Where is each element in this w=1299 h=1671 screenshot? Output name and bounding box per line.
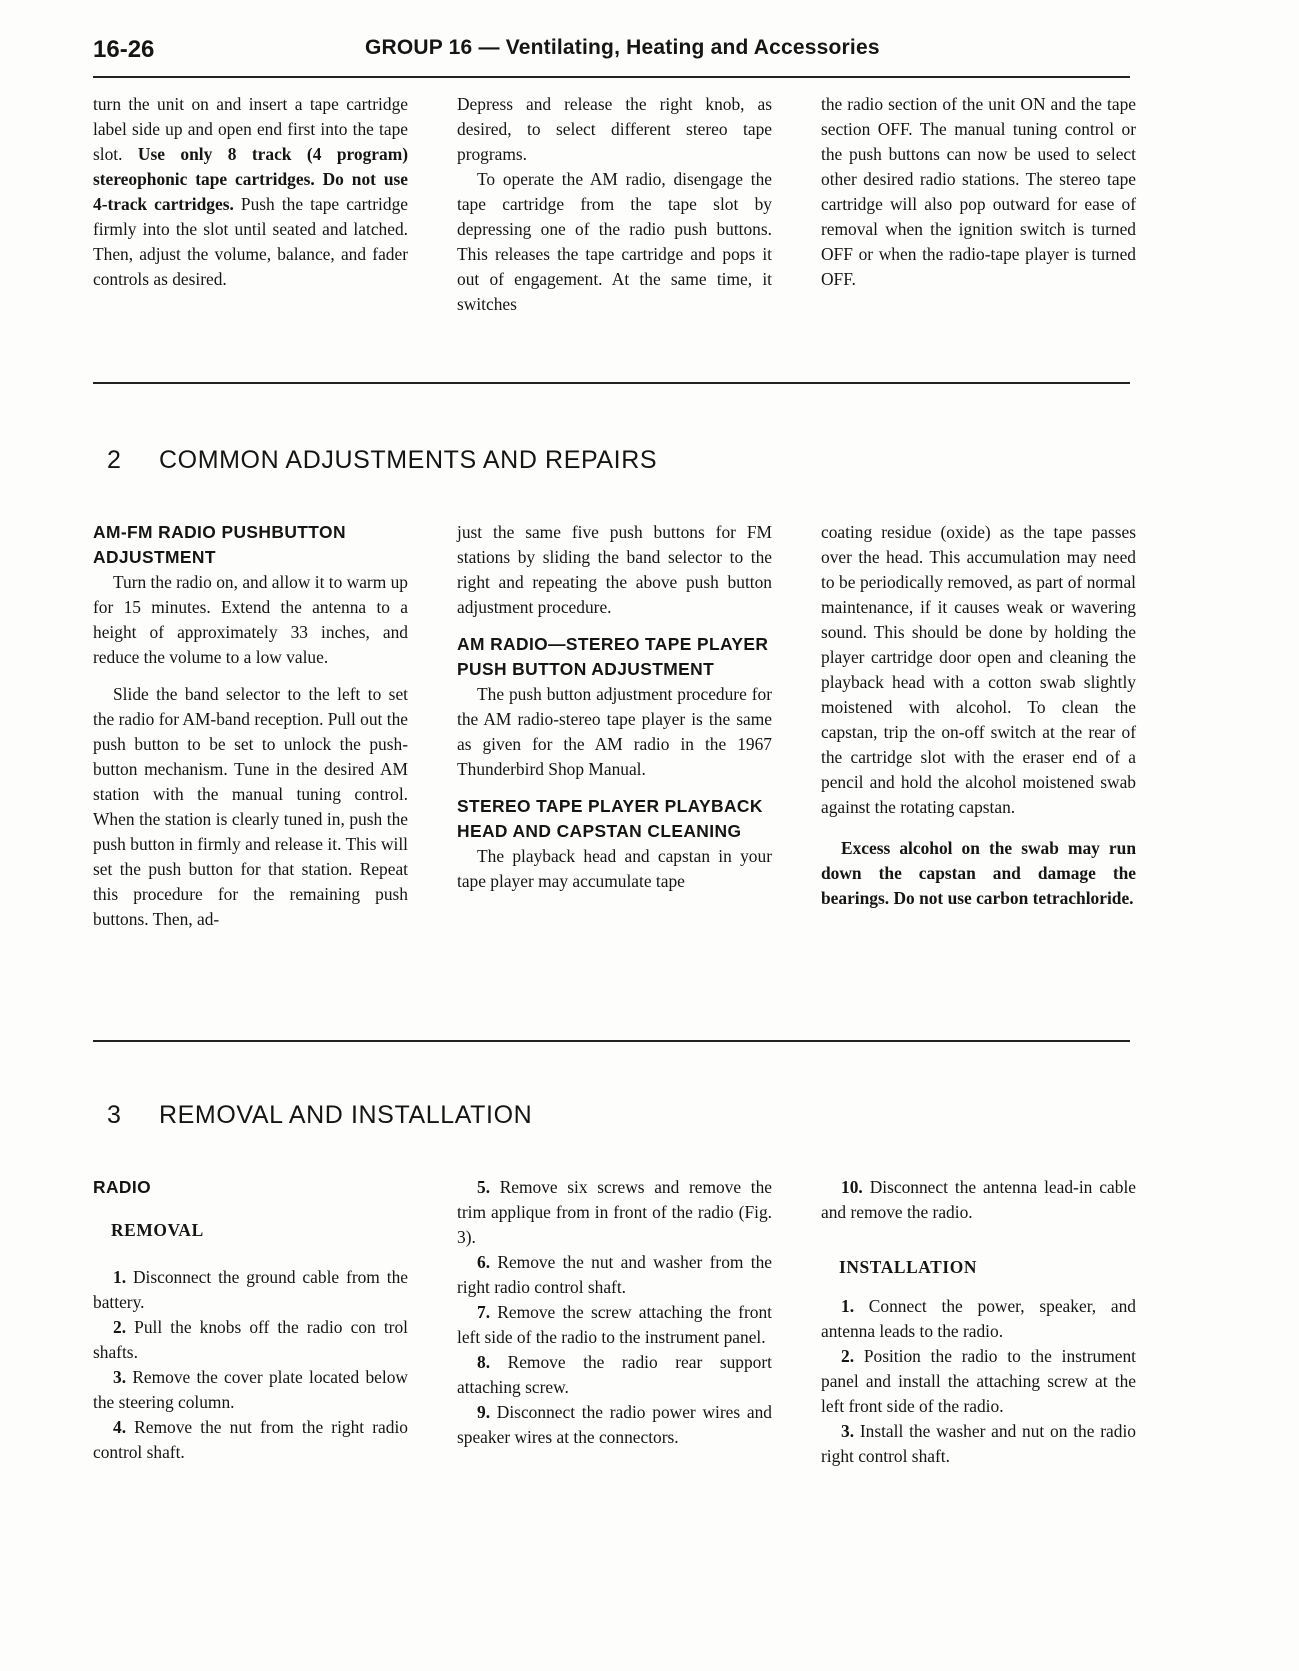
section-2-column-2 xyxy=(457,520,772,894)
section-3-column-3 xyxy=(821,1175,1136,1469)
removal-step xyxy=(457,1175,772,1250)
step-text: Remove the radio rear support attaching screw. xyxy=(457,1352,772,1397)
installation-step xyxy=(821,1294,1136,1344)
section-2-title-text: COMMON ADJUSTMENTS AND REPAIRS xyxy=(159,446,658,474)
pushbutton-adjustment-heading: AM-FM RADIO PUSHBUTTON ADJUSTMENT xyxy=(93,522,346,567)
page-group-title: GROUP 16 — Ventilating, Heating and Accessories xyxy=(365,36,880,59)
head-cleaning-paragraph: The playback head and capstan in your tape player may accumulate tape xyxy=(457,846,772,891)
step-number: 2. xyxy=(841,1346,855,1366)
stereo-pushbutton-paragraph: The push button adjustment procedure for the AM radio-stereo tape player is the same as given for the AM radio in the 1967 Thunderbird Shop Manual. xyxy=(457,684,772,779)
head-cleaning-heading: STEREO TAPE PLAYER PLAYBACK HEAD AND CAPSTAN CLEANING xyxy=(457,796,763,841)
cleaning-paragraph: coating residue (oxide) as the tape passes over the head. This accumulation may need to be periodically removed, as part of normal maintenance, if it causes weak or wavering sound. This should be done by holding the player cartridge door open and cleaning the playback head with a cotton swab slightly moistened with alcohol. To clean the capstan, trip the on-off switch at the rear of the cartridge slot with the eraser end of a pencil and hold the alcohol moistened swab against the rotating capstan. xyxy=(821,522,1136,817)
stereo-pushbutton-heading: AM RADIO—STEREO TAPE PLAYER PUSH BUTTON ADJUSTMENT xyxy=(457,634,769,679)
removal-step xyxy=(457,1250,772,1300)
intro-paragraph xyxy=(93,92,408,292)
section-2-column-3 xyxy=(821,520,1136,911)
intro-paragraph-knob: Depress and release the right knob, as desired, to select different stereo tape programs. xyxy=(457,94,772,164)
radio-heading: RADIO xyxy=(93,1177,152,1197)
installation-heading: INSTALLATION xyxy=(839,1257,977,1277)
step-number: 7. xyxy=(477,1302,491,1322)
intro-column-3 xyxy=(821,92,1136,292)
removal-step xyxy=(457,1400,772,1450)
step-text: Remove the screw attaching the front left side of the radio to the instrument panel. xyxy=(457,1302,772,1347)
removal-step xyxy=(821,1175,1136,1225)
section-3-number: 3 xyxy=(107,1101,122,1129)
intro-text-end: Push the tape cartridge firmly into the slot until seated and latched. Then, adjust the volume, balance, and fader controls as desired. xyxy=(93,194,408,289)
step-text: Remove the nut from the right radio control shaft. xyxy=(93,1417,408,1462)
step-text: Remove the cover plate located below the steering column. xyxy=(93,1367,408,1412)
step-number: 6. xyxy=(477,1252,491,1272)
step-number: 1. xyxy=(841,1296,855,1316)
intro-paragraph-am: To operate the AM radio, disengage the tape cartridge from the tape slot by depressing one of the radio push buttons. This releases the tape cartridge and pops it out of engagement. At the same time, it switches xyxy=(457,169,772,314)
step-text: Connect the power, speaker, and antenna leads to the radio. xyxy=(821,1296,1136,1341)
step-number: 8. xyxy=(477,1352,491,1372)
pushbutton-paragraph-2: Slide the band selector to the left to set the radio for AM-band reception. Pull out the push button to be set to unlock the push-button mechanism. Tune in the desired AM station with the manual tuning control. When the station is clearly tuned in, push the push button in firmly and release it. This will set the push button for that station. Repeat this procedure for the remaining push buttons. Then, ad- xyxy=(93,684,408,929)
step-text: Disconnect the ground cable from the battery. xyxy=(93,1267,408,1312)
page-header xyxy=(93,36,1130,78)
removal-step xyxy=(93,1315,408,1365)
step-text: Disconnect the antenna lead-in cable and remove the radio. xyxy=(821,1177,1136,1222)
intro-column-2 xyxy=(457,92,772,317)
pushbutton-paragraph-1: Turn the radio on, and allow it to warm up for 15 minutes. Extend the antenna to a height of approximately 33 inches, and reduce the volume to a low value. xyxy=(93,572,408,667)
removal-step xyxy=(93,1365,408,1415)
intro-paragraph-radio: the radio section of the unit ON and the tape section OFF. The manual tuning control or the push buttons can now be used to select other desired radio stations. The stereo tape cartridge will also pop outward for ease of removal when the ignition switch is turned OFF or when the radio-tape player is turned OFF. xyxy=(821,94,1136,289)
section-2-number: 2 xyxy=(107,446,122,474)
installation-step xyxy=(821,1419,1136,1469)
removal-step xyxy=(93,1415,408,1465)
step-text: Pull the knobs off the radio con trol shafts. xyxy=(93,1317,408,1362)
section-2-title xyxy=(107,446,657,475)
step-number: 4. xyxy=(113,1417,127,1437)
step-text: Disconnect the radio power wires and speaker wires at the connectors. xyxy=(457,1402,772,1447)
section-3-column-1 xyxy=(93,1175,408,1465)
section-2-column-1 xyxy=(93,520,408,932)
removal-step xyxy=(93,1265,408,1315)
cleaning-warning: Excess alcohol on the swab may run down the capstan and damage the bearings. Do not use carbon tetrachloride. xyxy=(821,838,1136,908)
removal-step xyxy=(457,1350,772,1400)
step-text: Install the washer and nut on the radio right control shaft. xyxy=(821,1421,1136,1466)
section-3-title-text: REMOVAL AND INSTALLATION xyxy=(159,1101,533,1129)
section-3-title xyxy=(107,1101,532,1130)
removal-step xyxy=(457,1300,772,1350)
removal-heading: REMOVAL xyxy=(111,1220,204,1240)
step-number: 3. xyxy=(113,1367,127,1387)
page-number: 16-26 xyxy=(93,36,155,63)
step-number: 3. xyxy=(841,1421,855,1441)
step-number: 10. xyxy=(841,1177,863,1197)
step-text: Remove six screws and remove the trim applique from in front of the radio (Fig. 3). xyxy=(457,1177,772,1247)
intro-warning: Use only 8 track (4 program) stereophonic tape cartridges. Do not use 4-track cartridges. xyxy=(93,144,408,214)
fm-paragraph: just the same five push buttons for FM stations by sliding the band selector to the right and repeating the above push button adjustment procedure. xyxy=(457,522,772,617)
section-divider xyxy=(93,1040,1130,1042)
section-divider xyxy=(93,382,1130,384)
step-number: 9. xyxy=(477,1402,491,1422)
intro-column-1 xyxy=(93,92,408,292)
installation-step xyxy=(821,1344,1136,1419)
step-text: Position the radio to the instrument panel and install the attaching screw at the left front side of the radio. xyxy=(821,1346,1136,1416)
step-number: 5. xyxy=(477,1177,491,1197)
step-text: Remove the nut and washer from the right radio control shaft. xyxy=(457,1252,772,1297)
intro-text: turn the unit on and insert a tape cartridge label side up and open end first into the tape slot. xyxy=(93,94,408,164)
section-3-column-2 xyxy=(457,1175,772,1450)
step-number: 1. xyxy=(113,1267,127,1287)
step-number: 2. xyxy=(113,1317,127,1337)
